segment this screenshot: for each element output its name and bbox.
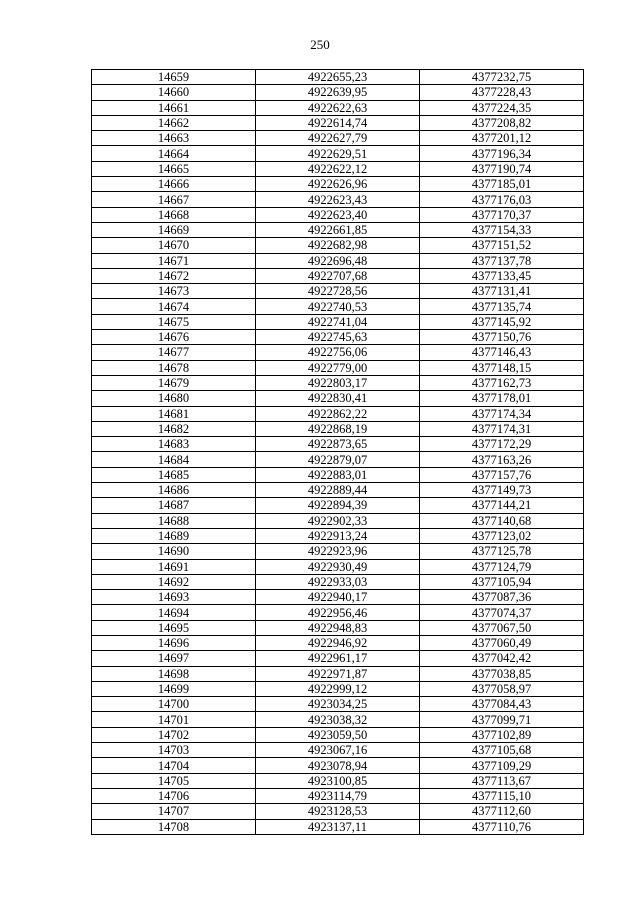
point-number-cell: 14667 [92,192,256,207]
x-coordinate-cell: 4923114,79 [256,788,420,803]
table-row [92,253,584,268]
table-row [92,222,584,237]
table-row [92,697,584,712]
point-number-cell: 14683 [92,437,256,452]
point-number-cell: 14708 [92,819,256,834]
table-row [92,788,584,803]
x-coordinate-cell: 4922873,65 [256,437,420,452]
table-row [92,513,584,528]
point-number-cell: 14660 [92,85,256,100]
point-number-cell: 14666 [92,177,256,192]
point-number-cell: 14696 [92,635,256,650]
table-row [92,559,584,574]
x-coordinate-cell: 4922626,96 [256,177,420,192]
table-row [92,452,584,467]
y-coordinate-cell: 4377102,89 [420,727,584,742]
x-coordinate-cell: 4922639,95 [256,85,420,100]
point-number-cell: 14687 [92,498,256,513]
coordinates-table [91,69,584,835]
point-number-cell: 14699 [92,681,256,696]
x-coordinate-cell: 4922682,98 [256,238,420,253]
table-row [92,100,584,115]
point-number-cell: 14675 [92,314,256,329]
point-number-cell: 14697 [92,651,256,666]
point-number-cell: 14701 [92,712,256,727]
y-coordinate-cell: 4377172,29 [420,437,584,452]
y-coordinate-cell: 4377058,97 [420,681,584,696]
y-coordinate-cell: 4377178,01 [420,391,584,406]
table-row [92,177,584,192]
point-number-cell: 14670 [92,238,256,253]
x-coordinate-cell: 4922961,17 [256,651,420,666]
y-coordinate-cell: 4377105,94 [420,574,584,589]
point-number-cell: 14665 [92,161,256,176]
coordinates-table-body [92,70,584,835]
y-coordinate-cell: 4377196,34 [420,146,584,161]
x-coordinate-cell: 4922614,74 [256,115,420,130]
point-number-cell: 14704 [92,758,256,773]
point-number-cell: 14661 [92,100,256,115]
x-coordinate-cell: 4922622,12 [256,161,420,176]
x-coordinate-cell: 4922948,83 [256,620,420,635]
y-coordinate-cell: 4377157,76 [420,467,584,482]
x-coordinate-cell: 4922868,19 [256,421,420,436]
y-coordinate-cell: 4377135,74 [420,299,584,314]
y-coordinate-cell: 4377124,79 [420,559,584,574]
point-number-cell: 14703 [92,743,256,758]
y-coordinate-cell: 4377154,33 [420,222,584,237]
y-coordinate-cell: 4377110,76 [420,819,584,834]
x-coordinate-cell: 4922629,51 [256,146,420,161]
point-number-cell: 14700 [92,697,256,712]
y-coordinate-cell: 4377125,78 [420,544,584,559]
x-coordinate-cell: 4922862,22 [256,406,420,421]
table-row [92,758,584,773]
table-row [92,528,584,543]
table-row [92,192,584,207]
y-coordinate-cell: 4377099,71 [420,712,584,727]
table-row [92,207,584,222]
y-coordinate-cell: 4377137,78 [420,253,584,268]
x-coordinate-cell: 4923059,50 [256,727,420,742]
x-coordinate-cell: 4922956,46 [256,605,420,620]
y-coordinate-cell: 4377105,68 [420,743,584,758]
x-coordinate-cell: 4922889,44 [256,483,420,498]
table-row [92,375,584,390]
y-coordinate-cell: 4377151,52 [420,238,584,253]
x-coordinate-cell: 4922923,96 [256,544,420,559]
point-number-cell: 14672 [92,268,256,283]
y-coordinate-cell: 4377228,43 [420,85,584,100]
y-coordinate-cell: 4377084,43 [420,697,584,712]
x-coordinate-cell: 4923128,53 [256,804,420,819]
y-coordinate-cell: 4377150,76 [420,330,584,345]
table-row [92,437,584,452]
y-coordinate-cell: 4377145,92 [420,314,584,329]
x-coordinate-cell: 4922902,33 [256,513,420,528]
table-row [92,299,584,314]
table-row [92,391,584,406]
table-row [92,146,584,161]
table-row [92,406,584,421]
table-row [92,85,584,100]
point-number-cell: 14693 [92,590,256,605]
x-coordinate-cell: 4922756,06 [256,345,420,360]
x-coordinate-cell: 4922940,17 [256,590,420,605]
y-coordinate-cell: 4377149,73 [420,483,584,498]
table-row [92,268,584,283]
y-coordinate-cell: 4377185,01 [420,177,584,192]
y-coordinate-cell: 4377170,37 [420,207,584,222]
x-coordinate-cell: 4922623,43 [256,192,420,207]
x-coordinate-cell: 4922661,85 [256,222,420,237]
table-row [92,345,584,360]
y-coordinate-cell: 4377115,10 [420,788,584,803]
x-coordinate-cell: 4922745,63 [256,330,420,345]
point-number-cell: 14691 [92,559,256,574]
point-number-cell: 14690 [92,544,256,559]
x-coordinate-cell: 4922655,23 [256,70,420,85]
x-coordinate-cell: 4922830,41 [256,391,420,406]
y-coordinate-cell: 4377060,49 [420,635,584,650]
y-coordinate-cell: 4377133,45 [420,268,584,283]
table-row [92,651,584,666]
y-coordinate-cell: 4377144,21 [420,498,584,513]
y-coordinate-cell: 4377131,41 [420,284,584,299]
table-row [92,620,584,635]
y-coordinate-cell: 4377067,50 [420,620,584,635]
point-number-cell: 14692 [92,574,256,589]
point-number-cell: 14668 [92,207,256,222]
table-row [92,605,584,620]
y-coordinate-cell: 4377113,67 [420,773,584,788]
table-row [92,131,584,146]
y-coordinate-cell: 4377201,12 [420,131,584,146]
page-number: 250 [310,37,330,52]
point-number-cell: 14705 [92,773,256,788]
x-coordinate-cell: 4922999,12 [256,681,420,696]
point-number-cell: 14707 [92,804,256,819]
x-coordinate-cell: 4922803,17 [256,375,420,390]
table-row [92,743,584,758]
point-number-cell: 14689 [92,528,256,543]
table-row [92,360,584,375]
y-coordinate-cell: 4377224,35 [420,100,584,115]
table-row [92,70,584,85]
table-row [92,712,584,727]
x-coordinate-cell: 4922740,53 [256,299,420,314]
table-row [92,681,584,696]
point-number-cell: 14686 [92,483,256,498]
point-number-cell: 14698 [92,666,256,681]
point-number-cell: 14678 [92,360,256,375]
point-number-cell: 14706 [92,788,256,803]
table-row [92,666,584,681]
point-number-cell: 14676 [92,330,256,345]
table-row [92,773,584,788]
y-coordinate-cell: 4377232,75 [420,70,584,85]
x-coordinate-cell: 4922930,49 [256,559,420,574]
x-coordinate-cell: 4922627,79 [256,131,420,146]
x-coordinate-cell: 4922879,07 [256,452,420,467]
table-row [92,635,584,650]
table-row [92,421,584,436]
x-coordinate-cell: 4922707,68 [256,268,420,283]
x-coordinate-cell: 4922946,92 [256,635,420,650]
table-row [92,284,584,299]
y-coordinate-cell: 4377146,43 [420,345,584,360]
y-coordinate-cell: 4377038,85 [420,666,584,681]
table-row [92,498,584,513]
x-coordinate-cell: 4922971,87 [256,666,420,681]
point-number-cell: 14674 [92,299,256,314]
x-coordinate-cell: 4922894,39 [256,498,420,513]
point-number-cell: 14681 [92,406,256,421]
point-number-cell: 14702 [92,727,256,742]
x-coordinate-cell: 4923078,94 [256,758,420,773]
table-row [92,467,584,482]
point-number-cell: 14684 [92,452,256,467]
x-coordinate-cell: 4922696,48 [256,253,420,268]
table-row [92,483,584,498]
table-row [92,330,584,345]
y-coordinate-cell: 4377123,02 [420,528,584,543]
table-row [92,314,584,329]
y-coordinate-cell: 4377190,74 [420,161,584,176]
y-coordinate-cell: 4377074,37 [420,605,584,620]
point-number-cell: 14685 [92,467,256,482]
x-coordinate-cell: 4923137,11 [256,819,420,834]
table-row [92,574,584,589]
y-coordinate-cell: 4377042,42 [420,651,584,666]
y-coordinate-cell: 4377208,82 [420,115,584,130]
table-row [92,544,584,559]
table-row [92,115,584,130]
x-coordinate-cell: 4922913,24 [256,528,420,543]
point-number-cell: 14671 [92,253,256,268]
y-coordinate-cell: 4377109,29 [420,758,584,773]
y-coordinate-cell: 4377174,34 [420,406,584,421]
point-number-cell: 14662 [92,115,256,130]
point-number-cell: 14669 [92,222,256,237]
point-number-cell: 14664 [92,146,256,161]
point-number-cell: 14694 [92,605,256,620]
table-row [92,727,584,742]
point-number-cell: 14679 [92,375,256,390]
y-coordinate-cell: 4377087,36 [420,590,584,605]
x-coordinate-cell: 4923100,85 [256,773,420,788]
y-coordinate-cell: 4377176,03 [420,192,584,207]
y-coordinate-cell: 4377162,73 [420,375,584,390]
x-coordinate-cell: 4922622,63 [256,100,420,115]
point-number-cell: 14695 [92,620,256,635]
table-row [92,590,584,605]
x-coordinate-cell: 4923067,16 [256,743,420,758]
x-coordinate-cell: 4922933,03 [256,574,420,589]
table-row [92,819,584,834]
y-coordinate-cell: 4377148,15 [420,360,584,375]
point-number-cell: 14663 [92,131,256,146]
x-coordinate-cell: 4923038,32 [256,712,420,727]
y-coordinate-cell: 4377174,31 [420,421,584,436]
y-coordinate-cell: 4377163,26 [420,452,584,467]
y-coordinate-cell: 4377112,60 [420,804,584,819]
x-coordinate-cell: 4922883,01 [256,467,420,482]
table-row [92,804,584,819]
point-number-cell: 14682 [92,421,256,436]
point-number-cell: 14659 [92,70,256,85]
x-coordinate-cell: 4923034,25 [256,697,420,712]
point-number-cell: 14688 [92,513,256,528]
table-row [92,238,584,253]
point-number-cell: 14680 [92,391,256,406]
point-number-cell: 14673 [92,284,256,299]
x-coordinate-cell: 4922741,04 [256,314,420,329]
table-row [92,161,584,176]
x-coordinate-cell: 4922779,00 [256,360,420,375]
x-coordinate-cell: 4922728,56 [256,284,420,299]
x-coordinate-cell: 4922623,40 [256,207,420,222]
y-coordinate-cell: 4377140,68 [420,513,584,528]
point-number-cell: 14677 [92,345,256,360]
